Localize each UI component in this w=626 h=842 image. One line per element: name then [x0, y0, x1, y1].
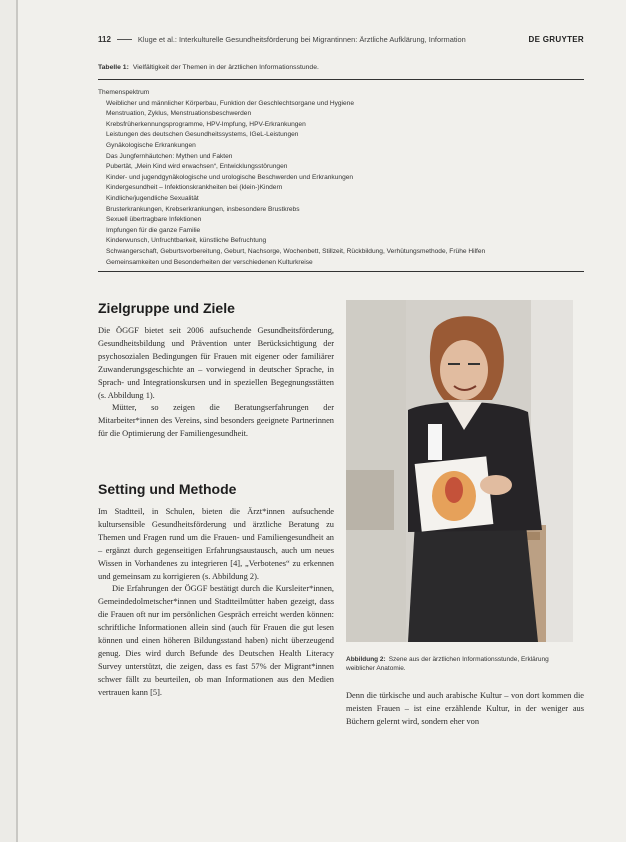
section-setting-method-body — [98, 506, 334, 700]
table-top-rule — [98, 79, 584, 80]
running-header — [98, 33, 584, 45]
section-heading-target-group: Zielgruppe und Ziele — [98, 300, 235, 316]
table-row: Krebsfrüherkennungsprogramme, HPV-Impfung, HPV-Erkrankungen — [106, 120, 306, 128]
paragraph: Die Erfahrungen der ÖGGF bestätigt durch die Kursleiter*innen, Gemeindedolmetscher*innen und Stadtteilmütter haben gezeigt, dass die Frauen oft nur im persönlichen Gespräch erreicht werden können: schriftliche Informationen allein sind (auch für Frauen die gut lesen können und einen höheren Bildungsstand haben) nicht überzeugend genug. Dies wird durch Befunde des Deutschen Health Literacy Survey unterstützt, die zeigen, dass es fast 57% der Migrant*innen schwer fällt zu beurteilen, ob man Informationen aus den Medien vertrauen kann [5]. — [98, 584, 334, 697]
table-heading: Themenspektrum — [98, 89, 150, 96]
figure-caption — [346, 655, 573, 673]
table-bottom-rule — [98, 271, 584, 272]
column-two-text: Denn die türkische und auch arabische Kultur – von dort kommen die meisten Frauen – ist eine erzählende Kultur, in der weniger aus Büchern gelernt wird, sondern eher von — [346, 691, 584, 726]
table-row: Schwangerschaft, Geburtsvorbereitung, Geburt, Nachsorge, Wochenbett, Stillzeit, Rückbildung, Verhütungsmethode, Frühe Hilfen — [106, 247, 486, 255]
table-row: Kinder- und jugendgynäkologische und urologische Beschwerden und Erkrankungen — [106, 173, 354, 181]
table-row: Kinderwunsch, Unfruchtbarkeit, künstliche Befruchtung — [106, 237, 267, 245]
paragraph: Im Stadtteil, in Schulen, bieten die Ärzt*innen aufsuchende kultursensible Gesundheitsförderung und ärztliche Beratung zu Themen und Fragen rund um die Frauen- und Familiengesundheit an – ergänzt durch gegenseitigen Erfahrungsaustausch, auch um neues Wissen in Vorhandenes zu integrieren [4], „Verbotenes“ zu erkennen und gemeinsam zu korrigieren (s. Abbildung 2). — [98, 507, 334, 581]
photo-illustration — [346, 300, 573, 642]
table-row: Kindliche/jugendliche Sexualität — [106, 194, 199, 202]
publisher-name: DE GRUYTER — [528, 34, 584, 44]
table-caption — [98, 64, 584, 71]
paragraph: Mütter, so zeigen die Beratungserfahrungen der Mitarbeiter*innen des Vereins, sind besonders geeignete Partnerinnen für die Optimierung der Familiengesundheit. — [98, 403, 334, 439]
table-caption-text: Vielfältigkeit der Themen in der ärztlichen Informationsstunde. — [132, 64, 319, 71]
header-dash — [117, 39, 132, 40]
table-label: Tabelle 1: — [98, 64, 129, 71]
section-target-group-body — [98, 325, 334, 441]
table-row: Das Jungfernhäutchen: Mythen und Fakten — [106, 152, 233, 160]
table-row: Pubertät, „Mein Kind wird erwachsen“, Entwicklungsstörungen — [106, 163, 288, 171]
table-body — [98, 88, 584, 268]
table-row: Brusterkrankungen, Krebserkrankungen, insbesondere Brustkrebs — [106, 205, 300, 213]
page-number: 112 — [98, 34, 111, 44]
table-row: Gemeinsamkeiten und Besonderheiten der verschiedenen Kulturkreise — [106, 258, 313, 266]
figure-caption-text: Szene aus der ärztlichen Informationsstunde, Erklärung weiblicher Anatomie. — [346, 656, 549, 672]
table-row: Impfungen für die ganze Familie — [106, 226, 201, 234]
table-row: Weiblicher und männlicher Körperbau, Funktion der Geschlechtsorgane und Hygiene — [106, 99, 355, 107]
table-row: Kindergesundheit – Infektionskrankheiten bei (klein-)Kindern — [106, 184, 283, 192]
section-heading-setting-method: Setting und Methode — [98, 481, 237, 497]
paragraph: Die ÖGGF bietet seit 2006 aufsuchende Gesundheitsförderung, Gesundheitsbildung und Prävention unter Berücksichtigung der psychosozialen Bedingungen für Frauen mit eigener oder familiärer Zuwanderungsgeschichte an – vorwiegend in deutscher Sprache, in Sprach- und Integrationskursen und in speziellen Begegnungsstätten (s. Abbildung 1). — [98, 326, 334, 400]
table-row: Menstruation, Zyklus, Menstruationsbeschwerden — [106, 110, 252, 118]
table-row: Leistungen des deutschen Gesundheitssystems, IGeL-Leistungen — [106, 131, 299, 139]
figure-label: Abbildung 2: — [346, 656, 386, 663]
table-row: Sexuell übertragbare Infektionen — [106, 216, 202, 224]
running-title: Kluge et al.: Interkulturelle Gesundheitsförderung bei Migrantinnen: Ärztliche Aufklärung, Information — [137, 34, 466, 44]
figure-photo — [346, 300, 573, 642]
table-row: Gynäkologische Erkrankungen — [106, 141, 196, 149]
